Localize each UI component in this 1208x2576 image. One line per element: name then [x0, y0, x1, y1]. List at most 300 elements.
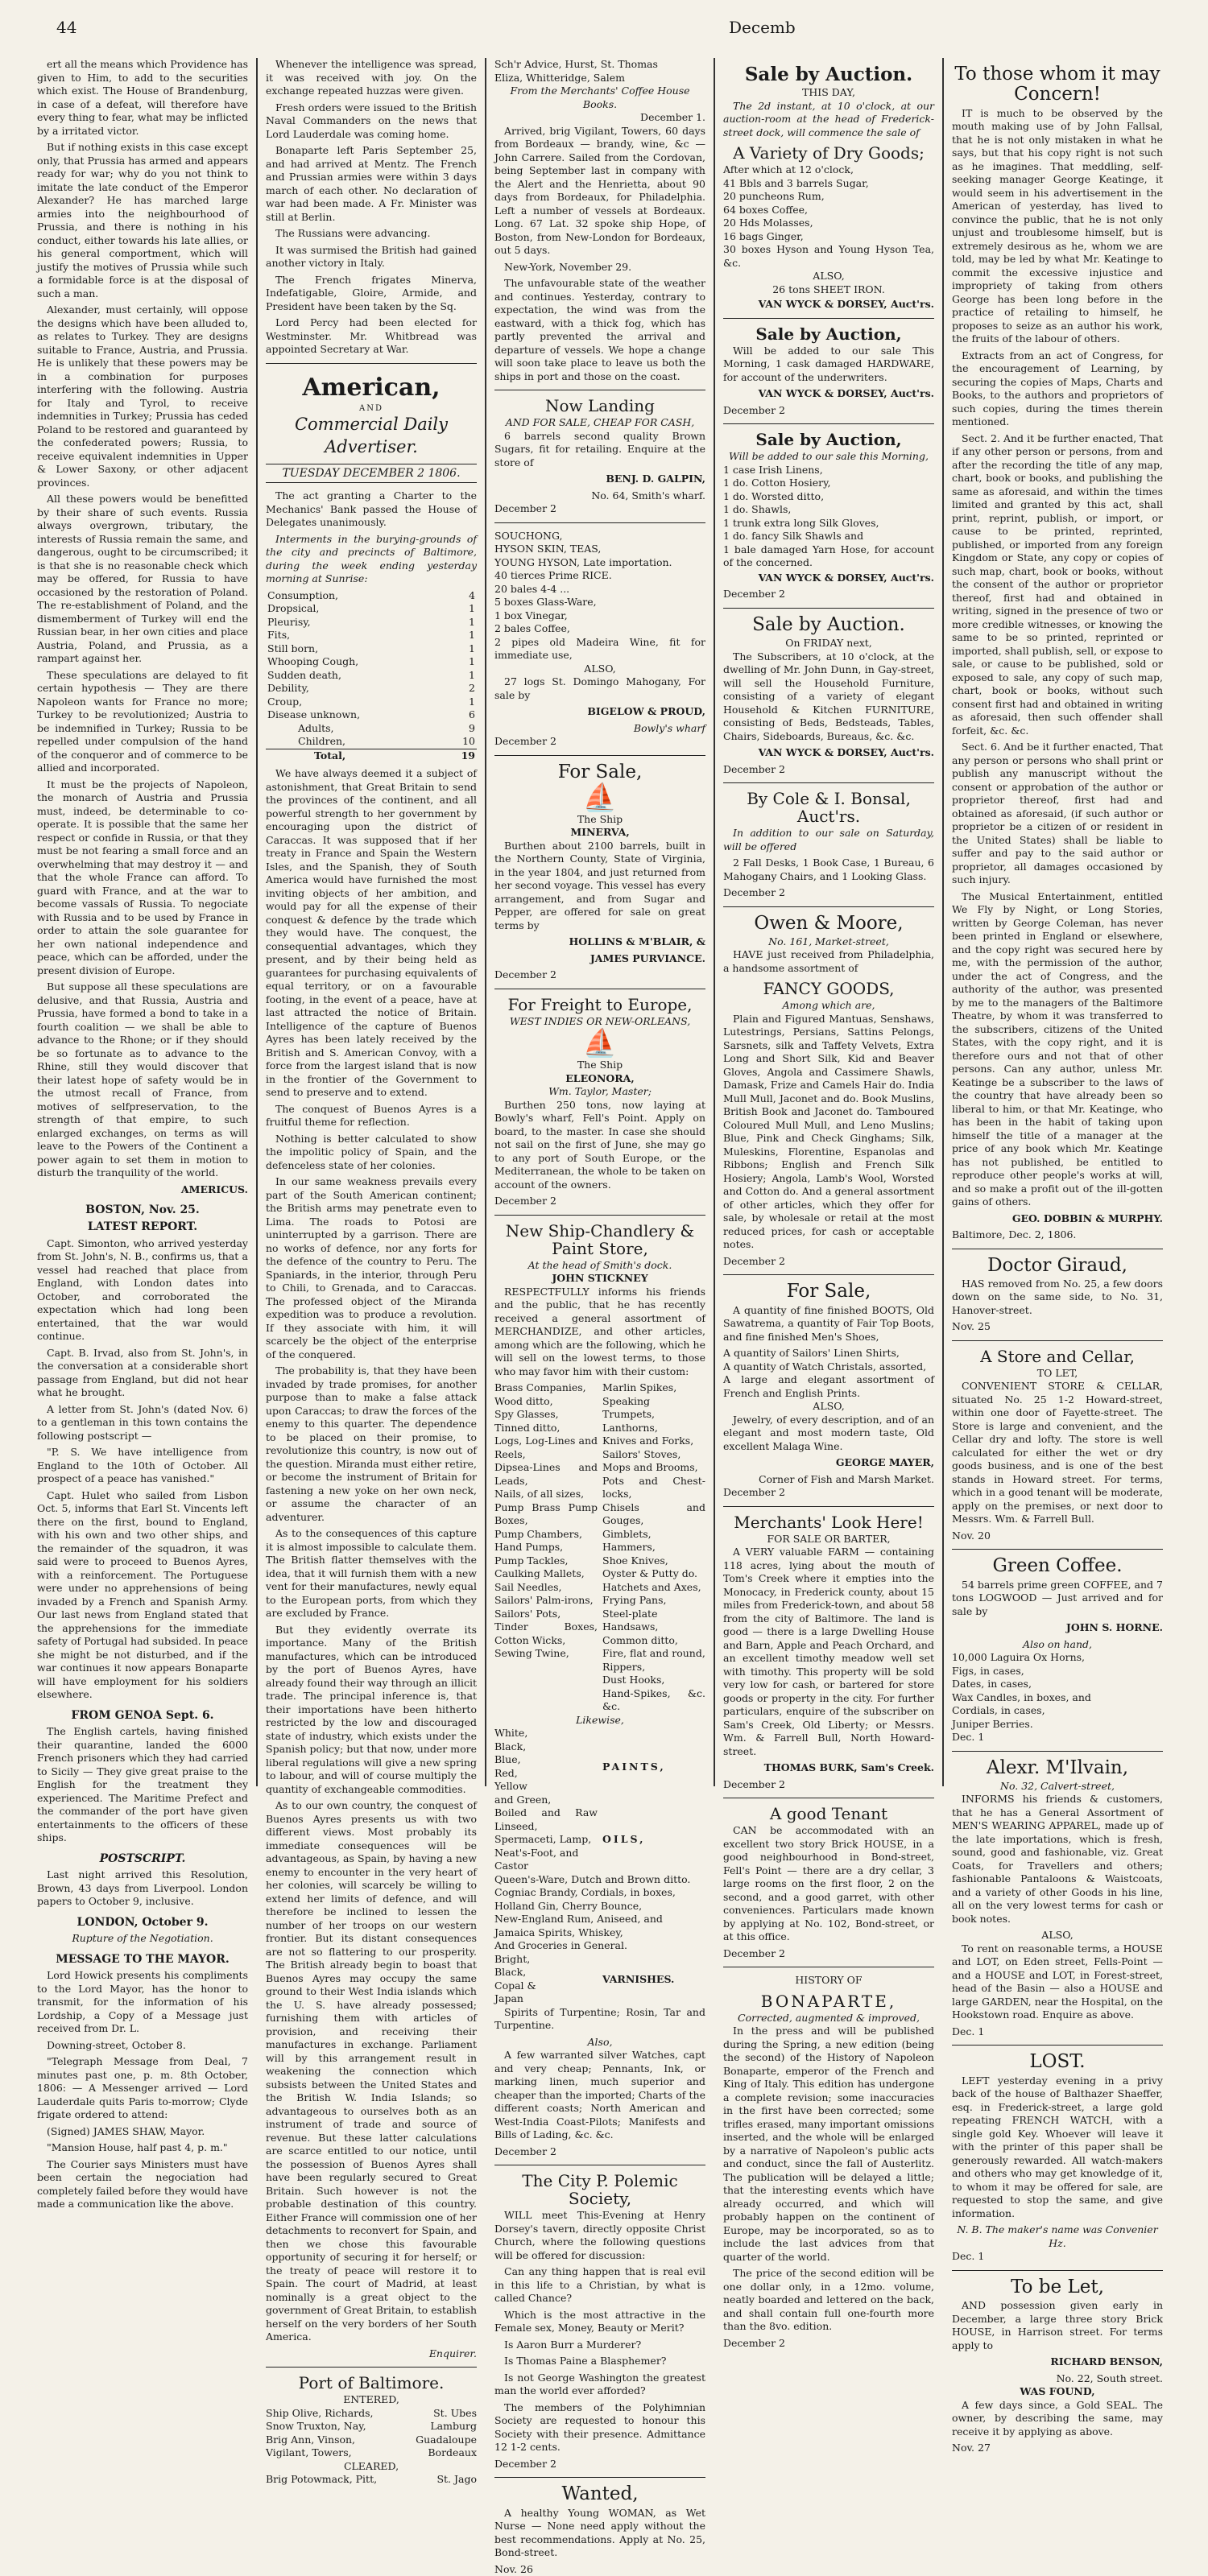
cause-label: Debility, [267, 682, 309, 695]
paragraph: Can any thing happen that is real evil in this life to a Christian, by what is called Chance? [494, 2265, 705, 2305]
owen-heading: Owen & Moore, [754, 912, 904, 934]
oils-label: OILS, [602, 1833, 646, 1846]
list-line: 2 pipes old Madeira Wine, fit for immediate use, [494, 635, 705, 661]
list-line: Frying Pans, [602, 1594, 667, 1607]
list-line: Wax Candles, in boxes, and [952, 1690, 1091, 1703]
cause-label: Dropsical, [267, 602, 320, 615]
masthead-subtitle: Commercial Daily Advertiser. [294, 415, 449, 456]
list-line: Spermaceti, Lamp, [494, 1833, 592, 1846]
interments-table [266, 589, 477, 763]
interment-row [266, 708, 477, 722]
paragraph: All these powers would be benefitted by their share of such events. Russia always overgrown, tributary, the interests of Russia remain the same, and dangerous, ought to be circumscribed; it is that she is no reasonable check which may be offered, for Russia to have occasioned by the restoration of Poland. The re-establishment of Poland, and the dismemberment of Turkey will end the Russian bear, in her own cities and place Austria, Poland, and Prussia, as a rampart against her. [37, 493, 248, 664]
list-line: Cordials, in cases, [952, 1704, 1045, 1717]
teas-list [494, 530, 705, 663]
merchants-heading: Merchants' Look Here! [734, 1512, 924, 1532]
boston-heading: BOSTON, Nov. 25. [85, 1203, 200, 1216]
paragraph: Bonaparte left Paris September 25, and had arrived at Mentz. The French and Prussian armies were within 3 days march of each other. No declaration of war had been made. A Fr. Minister was still at Berlin. [266, 144, 477, 223]
paragraph: Fresh orders were issued to the British Naval Commanders on the news that Lord Lauderdale was coming home. [266, 101, 477, 140]
tenant-heading: A good Tenant [769, 1804, 888, 1824]
wanted-heading: Wanted, [561, 2483, 639, 2505]
chandlery-heading: New Ship-Chandlery & Paint Store, [505, 1220, 695, 1258]
list-line: A large and elegant assortment of French and English Prints. [723, 1373, 934, 1399]
list-line: Queen's-Ware, Dutch and Brown ditto. [494, 1872, 691, 1885]
wanted-date: Nov. 26 [494, 2562, 533, 2575]
auction2-heading: Sale by Auction, [755, 324, 902, 344]
tenant-body: CAN be accommodated with an excellent two story Brick HOUSE, in a good neighbourhood in Bond-street, Fell's Point — there are a dry cellar, 3 large rooms on the first floor, 2 on the second, and a good garret, with other conveniences. Particulars made known by applying at No. 102, Bond-street, or at this office. [723, 1824, 934, 1943]
history-date: December 2 [723, 2336, 785, 2349]
list-line: Fire, flat and round, [602, 1647, 705, 1660]
paragraph: Whenever the intelligence was spread, it was received with joy. On the exchange repeated huzzas were given. [266, 58, 477, 97]
list-line: Pots and Chest-locks, [602, 1474, 705, 1501]
freight-body: Burthen 250 tons, now laying at Bowly's wharf, Fell's Point. Apply on board, to the master. In case she should not sail on the first of June, she may go to any port of South Europe, or the Mediterranean, the whole to be taken on account of the owners. [494, 1098, 705, 1191]
column-5 [942, 58, 1171, 2454]
masthead [266, 372, 477, 459]
chandlery-items [494, 1381, 705, 1714]
paragraph: But they evidently overrate its importance. Many of the British manufactures, which can be introduced by the port of Buenos Ayres, have already found their way through an illicit trade. The principal inference is, that their importations have been hitherto restricted by the low and discouraged state of industry, which exists under the Spanish policy; but that now, under more liberal regulations will give a new spring to labour, and will of course multiply the quantity of exchangeable commodities. [266, 1623, 477, 1795]
cause-count: 1 [469, 695, 475, 708]
auction4-sig: VAN WYCK & DORSEY, Auct'rs. [758, 746, 934, 759]
chandlery-also: Also, [587, 2035, 613, 2048]
mcilvain-date: Dec. 1 [952, 2025, 985, 2037]
now-landing-date: December 2 [494, 502, 556, 514]
buenos-ayres-article [266, 767, 477, 2344]
freight-master: Wm. Taylor, Master; [548, 1085, 652, 1098]
auction1-sub: THIS DAY, [802, 86, 855, 99]
list-line: 1 bale damaged Yarn Hose, for account of the concerned. [723, 543, 934, 569]
found-body: A few days since, a Gold SEAL. The owner, by describing the same, may receive it by applying as above. [952, 2398, 1163, 2438]
auction1-items [723, 163, 934, 270]
list-line: 1 do. Shawls, [723, 503, 792, 516]
vessel-port: St. Jago [436, 2473, 477, 2486]
list-line: Figs, in cases, [952, 1664, 1024, 1677]
paragraph: It was surmised the British had gained another victory in Italy. [266, 243, 477, 269]
americus-signature: AMERICUS. [180, 1183, 248, 1195]
for-sale-body: Burthen about 2100 barrels, built in the Northern County, State of Virginia, in the year 1804, and just returned from her second voyage. This vessel has every arrangement, and from Sugar and Pepper, are offered for sale on great terms by [494, 839, 705, 931]
coffee-sig: JOHN S. HORNE. [1065, 1621, 1163, 1634]
history-heading: HISTORY OF [795, 1974, 863, 1987]
dateline: TUESDAY DECEMBER 2 1806. [266, 464, 477, 483]
message-paras [37, 1969, 248, 2211]
entered-label: ENTERED, [343, 2393, 399, 2406]
coffee-heading: Green Coffee. [992, 1555, 1123, 1577]
paragraph: Sect. 2. And it be further enacted, That if any other person or persons, from and after the recording the title of any map, chart, book or books, and publishing the same as aforesaid, and within the times limited and granted by this act, shall print, reprint, publish, or import, or cause to be printed, reprinted, published, or imported from any foreign Kingdom or State, any copy or copies of such map, chart, book or books, without the consent of the author or proprietor thereof, first had and obtained in writing, signed in the presence of two or more credible witnesses, or knowing the same to be so printed, reprinted or imported, shall publish, sell, or expose to sale, or cause to be published, sold or exposed to sale, any copy of such map, chart, book or books, without such consent first had and obtained in writing as aforesaid, then such offender shall forfeit, &c. &c. [952, 431, 1163, 737]
coffee-house-date: December 1. [640, 111, 705, 123]
for-sale-sig1: HOLLINS & M'BLAIR, & [569, 935, 705, 948]
paragraph: But suppose all these speculations are delusive, and that Russia, Austria and Prussia, have formed a bond to take in a fourth coalition — we shall be able to advance to the Rhone; or if they should be so fortunate as to advance to the Rhine, still they would discover that their latest hope of safety would be in the utmost recall of France, from motives of selfpreservation, to the strength of that empire, to such enlarged exchanges, on terms as will leave to the Powers of the Continent a power again to set them in motion to disturb the tranquility of the world. [37, 980, 248, 1179]
owen-address: No. 161, Market-street, [768, 935, 889, 947]
paragraph: Capt. B. Irvad, also from St. John's, in the conversation at a considerable short passage from England, but did not hear what he brought. [37, 1346, 248, 1399]
concern-sig: GEO. DOBBIN & MURPHY. [1011, 1212, 1163, 1224]
spirits-list [494, 1873, 705, 1953]
chandlery-location: At the head of Smith's dock. [527, 1258, 672, 1271]
column-1 [37, 58, 256, 2211]
latest-report-heading: LATEST REPORT. [87, 1220, 198, 1234]
cause-count: 1 [469, 615, 475, 628]
coffee-body: 54 barrels prime green COFFEE, and 7 tons LOGWOOD — Just arrived and for sale by [952, 1578, 1163, 1617]
freight-ship-label: The Ship [577, 1059, 623, 1071]
list-line: Tinned ditto, [494, 1421, 561, 1434]
interment-row [266, 682, 477, 696]
bonsal-date: December 2 [723, 886, 785, 899]
paragraph: The English cartels, having finished their quarantine, landed the 6000 French prisoners which they had carried to Sicily — They give great praise to the English for the treatment they experienced. The Maritime Prefect and the commander of the port have given entertainments to the officers of these ships. [37, 1725, 248, 1844]
ship-icon: ⛵ [582, 1027, 618, 1060]
vessel-name: Snow Truxton, Nay, [266, 2420, 366, 2433]
auction3-sig: VAN WYCK & DORSEY, Auct'rs. [758, 571, 934, 584]
owen-title: FANCY GOODS, [763, 979, 895, 999]
coffee-house-paras [494, 125, 705, 384]
page-corner-number: 44 [56, 18, 77, 37]
coffee-also: Also on hand, [1022, 1637, 1093, 1650]
list-line: and Green, [494, 1793, 552, 1806]
list-line: Black, [494, 1966, 527, 1979]
col1-paras [37, 58, 248, 1180]
list-line: Lanthorns, [602, 1421, 658, 1434]
children-row: Children, 10 [298, 735, 475, 748]
chandlery-owner: JOHN STICKNEY [552, 1272, 648, 1285]
giraud-body: HAS removed from No. 25, a few doors down on the same side, to No. 31, Hanover-street. [952, 1277, 1163, 1316]
list-line: A quantity of Watch Christals, assorted, [723, 1360, 927, 1373]
list-line: 20 Hds Molasses, [723, 217, 813, 229]
list-line: Rippers, [602, 1660, 646, 1673]
interments-rows [266, 589, 477, 722]
to-let-heading: To be Let, [1011, 2276, 1104, 2297]
freight-ship-name: ELEONORA, [565, 1071, 635, 1084]
cause-count: 1 [469, 655, 475, 668]
list-line: Holland Gin, Cherry Bounce, [494, 1899, 643, 1912]
vessel-port: Lamburg [430, 2420, 477, 2433]
coffee-house-heading: From the Merchants' Coffee House Books. [510, 85, 690, 110]
list-line: Knives and Forks, [602, 1435, 694, 1447]
cause-count: 6 [469, 708, 475, 721]
paragraph: Is Aaron Burr a Murderer? [504, 2338, 642, 2351]
interment-row [266, 669, 477, 683]
genoa-heading: FROM GENOA Sept. 6. [71, 1708, 214, 1722]
paragraph: The Russians were advancing. [275, 227, 431, 239]
list-line: Japan [494, 1992, 523, 2005]
history-body: In the press and will be published during the Spring, a new edition (being the second) of the History of Napoleon Bonaparte, emperor of the French and King of Italy. This edition has undergone a complete revision; some inaccuracies in the first have been corrected; some trifles erased, many important omissions inserted, and the whole will be enlarged by a narrative of Napoleon's public acts and conduct, since the fall of Austerlitz. The publication will be delayed a little; that the interesting events which have already occurred, and which will probably happen on the continent of Europe, may be incorporated, so as to include the last advices from that quarter of the world. [723, 2025, 934, 2263]
postscript-heading: POSTSCRIPT. [99, 1852, 186, 1865]
paragraph: The French frigates Minerva, Indefatigable, Gloire, Armide, and President have been taken by the Sq. [266, 273, 477, 312]
list-line: 10,000 Laguira Ox Horns, [952, 1651, 1086, 1664]
teas-addr: Bowly's wharf [633, 721, 705, 734]
paragraph: The conquest of Buenos Ayres is a fruitful theme for reflection. [266, 1102, 477, 1129]
cellar-heading: A Store and Cellar, [980, 1346, 1135, 1366]
list-line: Neat's-Foot, and [494, 1846, 579, 1859]
list-line: Sch'r Advice, Hurst, St. Thomas [494, 58, 658, 70]
varnish-block [494, 1953, 705, 2006]
to-let-sig: RICHARD BENSON, [1050, 2355, 1163, 2368]
freight-date: December 2 [494, 1195, 556, 1208]
bonsal-body: In addition to our sale on Saturday, will be offered [723, 827, 934, 852]
list-line: Jamaica Spirits, Whiskey, [494, 1926, 623, 1938]
paragraph: Lord Percy had been elected for Westminster. Mr. Whitbread was appointed Secretary at War. [266, 316, 477, 355]
message-heading: MESSAGE TO THE MAYOR. [56, 1952, 230, 1966]
auction3-heading: Sale by Auction, [755, 430, 902, 450]
paragraph: Is not George Washington the greatest man the world ever afforded? [494, 2371, 705, 2397]
vessel-name: Brig Potowmack, Pitt, [266, 2473, 378, 2486]
owen-among: Among which are, [782, 999, 875, 1012]
boots-addr: Corner of Fish and Marsh Market. [758, 1472, 934, 1485]
list-line: Logs, Log-Lines and Reels, [494, 1435, 598, 1460]
list-line: Black, [494, 1740, 527, 1752]
cellar-sub: TO LET, [1036, 1366, 1078, 1379]
list-line: Sewing Twine, [494, 1647, 569, 1660]
list-line: New-England Rum, Aniseed, and [494, 1913, 663, 1926]
now-landing-addr: No. 64, Smith's wharf. [591, 489, 705, 502]
freight-sub: WEST INDIES OR NEW-ORLEANS, [509, 1014, 691, 1027]
paragraph: The probability is, that they have been invaded by trade promises, for another purpose than to make a false attack upon Caraccas; to draw the forces of the enemy to this quarter. The dependence to be placed on their promise, to revolutionize this country, is now out of the question. Miranda must either retire, or become the instrument of Britain for fastening a new yoke on her own neck, or assume the character of an adventurer. [266, 1364, 477, 1523]
list-line: Brass Companies, [494, 1381, 586, 1394]
tenant-date: December 2 [723, 1946, 785, 1959]
boots-heading: For Sale, [786, 1281, 871, 1302]
cause-count: 2 [469, 682, 475, 695]
now-landing-body: 6 barrels second quality Brown Sugars, fit for retailing. Enquire at the store of [494, 429, 705, 469]
list-line: Blue, [494, 1753, 521, 1766]
auction2-date: December 2 [723, 403, 785, 416]
owen-list: Plain and Figured Mantuas, Senshaws, Lutestrings, Persians, Sattins Pelongs, Sarsnets, silk and Taffety Velvets, Extra Long and Short Silk, Kid and Beaver Gloves, Angola and Cassimere Shawls, Damask, Frize and Camels Hair do. India Mull Mull, Jaconet and do. Book Muslins, British Book and Jaconet do. Tamboured Coloured Mull Mull, and Leno Muslins; Blue, Pink and Check Ginghams; Silk, Muleskins, Florentine, Espanolas and Ribbons; English and French Silk Hosiery; Angola, Lamb's Wool, Worsted and Cotton do. And a general assortment of other articles, which they offer for sale, by wholesale or retail at the most reduced prices, for cash or acceptable notes. [723, 1012, 934, 1251]
list-line: SOUCHONG, [494, 529, 563, 542]
list-line: Spy Glasses, [494, 1408, 559, 1421]
paragraph: Arrived, brig Vigilant, Towers, 60 days from Bordeaux — brandy, wine, &c — John Carrere. Sailed from the Cordovan, being September last in company with the Alert and the Henrietta, about 90 days from Bordeaux, for Philadelphia. Left a number of vessels at Bordeaux. Long. 67 Lat. 32 spoke ship Hope, of Boston, from New-London for Bordeaux, out 5 days. [494, 124, 705, 256]
interments-intro: Interments in the burying-grounds of the city and precincts of Baltimore, during the week ending yesterday morning at Sunrise: [266, 532, 477, 585]
list-line: 5 boxes Glass-Ware, [494, 596, 597, 608]
column-4 [714, 58, 942, 2349]
for-sale-date: December 2 [494, 968, 556, 981]
owen-date: December 2 [723, 1254, 785, 1267]
now-landing-heading: Now Landing [545, 396, 655, 415]
list-line: 41 Bbls and 3 barrels Sugar, [723, 176, 869, 189]
mcilvain-also: ALSO, [1041, 1929, 1074, 1942]
paragraph: Capt. Hulet who sailed from Lisbon Oct. 5, informs that Earl St. Vincents left there on the first, bound to England, with his own and two other ships, and the remainder of the squadron, it was said were to proceed to Buenos Ayres, with a reinforcement. The Portuguese were under no apprehensions of being invaded by a French and Spanish Army. Our last news from England stated that the apprehensions for the immediate safety of Portugal had subsided. In peace she might be not disturbed, and if the war continues it now appears Bonaparte will have employment for his soldiers elsewhere. [37, 1488, 248, 1701]
for-sale-ship-name: MINERVA, [570, 826, 630, 839]
chandlery-left [494, 1381, 598, 1714]
chandlery-date: December 2 [494, 2145, 556, 2157]
polemic-date: December 2 [494, 2457, 556, 2470]
entered-list [266, 2407, 477, 2460]
for-sale-sig2: JAMES PURVIANCE. [590, 952, 705, 964]
cellar-body: CONVENIENT STORE & CELLAR, situated No. 25 1-2 Howard-street, within one door of Fayette-street. The Store is large and convenient, and the Cellar dry and lofty. The store is well calculated for either the wet or dry goods business, and is one of the best stands in Howard street. For terms, which in a good tenant will be moderate, apply on the premises, or next door to Messrs. Wm. & Farrell Bull. [952, 1380, 1163, 1525]
to-let-addr: No. 22, South street. [1056, 2372, 1163, 2384]
interment-row [266, 589, 477, 603]
list-line: Chisels and Gouges, [602, 1501, 705, 1527]
list-line: Pump Tackles, [494, 1554, 569, 1567]
lost-date: Dec. 1 [952, 2250, 985, 2263]
list-line: HYSON SKIN, TEAS, [494, 543, 602, 555]
vessel-name: Brig Ann, Vinson, [266, 2433, 356, 2446]
paragraph: IT is much to be observed by the mouth making use of by John Fallsal, that he is not only mistaken in what he says, but that his copy right is not such as he imagines. That meddling, self-seeking manager George Keatinge, it would seem in his advertisement in the American of yesterday, has lived to convince the public, that he is not only unjust and troublesome himself, but is extremely desirous as he, whom we are told, may be led by what Mr. Keatinge to commit the excessive injustice and impropriety of taking from others George has been long before in the practice of retailing to himself, he proposes to seize as an author his work, the fruits of the labour of others. [952, 106, 1163, 345]
merchants-date: December 2 [723, 1777, 785, 1790]
paragraph: "Telegraph Message from Deal, 7 minutes past one, p. m. 8th October, 1806: — A Messenger arrived — Lord Lauderdale quits Paris to-morrow; Clyde frigate ordered to attend: [37, 2055, 248, 2121]
mcilvain-address: No. 32, Calvert-street, [1000, 1779, 1115, 1792]
auction1-heading: Sale by Auction. [744, 64, 913, 85]
paragraph: The Courier says Ministers must have been certain the negociation had completely failed before they would have made a communication like the above. [37, 2157, 248, 2211]
list-line: Dust Hooks, [602, 1674, 665, 1686]
auction2-body: Will be added to our sale This Morning, 1 cask damaged HARDWARE, for account of the underwriters. [723, 344, 934, 383]
postscript-paras [37, 1868, 248, 1909]
vessel-row [266, 2434, 477, 2447]
for-sale-ship-label: The Ship [577, 812, 623, 825]
rupture-heading: Rupture of the Negotiation. [72, 1932, 213, 1945]
enquirer-signature: Enquirer. [428, 2347, 477, 2359]
polemic-heading: The City P. Polemic Society, [522, 2171, 678, 2209]
cause-label: Consumption, [267, 588, 339, 601]
vessel-row [266, 2407, 477, 2421]
genoa-paras [37, 1725, 248, 1845]
adults-row: Adults, 9 [298, 721, 475, 734]
cause-count: 4 [469, 588, 475, 601]
paragraph: Alexander, must certainly, will oppose the designs which have been alluded to, as relates to Turkey. They are designs suitable to France, Austria, and Prussia. He is unlikely that these powers may be in a combination for purposes interfering with the following. Austria for Italy and Tyrol, to receive indemnities in Turkey; Prussia has ceded Poland to be restored and guaranteed by the confederated powers; Russia, to receive equivalent indemnities in Upper & Lower Saxony, or other adjacent provinces. [37, 303, 248, 489]
page-corner-note: Decemb [729, 18, 796, 37]
columns [37, 58, 1171, 2575]
mcilvain-body: INFORMS his friends & customers, that he has a General Assortment of MEN'S WEARING APPAREL, made up of the late importations, which is fresh, sound, good and fashionable, viz. Great Coats, for Travellers and others; fashionable Pantaloons & Waistcoats, and a variety of other Goods in his line, all on the very lowest terms for cash or book notes. [952, 1793, 1163, 1925]
auction4-heading: Sale by Auction. [752, 613, 905, 635]
boots-more: Jewelry, of every description, and of an elegant and most modern taste, Old excellent Malaga Wine. [723, 1413, 934, 1452]
paragraph: But if nothing exists in this case except only, that Prussia has armed and appears ready for war; why do you not think to imitate the late conduct of the Emperor Alexander? He has marched large armies into the neighbourhood of Prussia, and there is nothing in his conduct, either towards his late allies, or his general comportment, which will justify the motives of Prussia while such a formidable force is at the disposal of such a man. [37, 141, 248, 299]
to-let-body: AND possession given early in December, a large three story Brick HOUSE, in Harrison street. For terms apply to [952, 2299, 1163, 2351]
watches-body: A few warranted silver Watches, capt and very cheap; Pennants, Ink, or marking linen, much superior and cheaper than the imported; Charts of the different coasts; North American and West-India Coast-Pilots; Manifests and Bills of Lading, &c. &c. [494, 2049, 705, 2141]
boots-also: ALSO, [813, 1400, 845, 1413]
paragraph: Which is the most attractive in the Female sex, Money, Beauty or Merit? [494, 2308, 705, 2334]
list-line: Boiled and Raw Linseed, [494, 1806, 598, 1832]
cleared-list [266, 2473, 477, 2487]
mcilvain-rent: To rent on reasonable terms, a HOUSE and LOT, on Eden street, Fells-Point — and a HOUSE and LOT, in Forest-street, head of the Basin — also a HOUSE and large GARDEN, near the Hospital, on the Hookstown road. Enquire as above. [952, 1942, 1163, 2021]
list-line: Red, [494, 1766, 518, 1779]
concern-paras [952, 107, 1163, 1209]
lost-note: N. B. The maker's name was Convenier Hz. [957, 2223, 1158, 2249]
list-line: 64 boxes Coffee, [723, 203, 808, 216]
list-line: Dipsea-Lines and Leads, [494, 1461, 598, 1487]
list-line: 20 puncheons Rum, [723, 190, 825, 203]
list-line: Caulking Mallets, [494, 1567, 585, 1580]
vessel-port: Guadaloupe [416, 2433, 477, 2446]
list-line: And Groceries in General. [494, 1939, 627, 1952]
list-line: Sailors' Palm-irons, [494, 1594, 594, 1607]
list-line: 2 bales Coffee, [494, 622, 570, 634]
auction3-date: December 2 [723, 588, 785, 601]
auction1-iron: 26 tons SHEET IRON. [772, 283, 885, 295]
paragraph: Lord Howick presents his compliments to the Lord Mayor, has the honor to transmit, for the information of his Lordship, a Copy of a Message just received from Dr. L. [37, 1969, 248, 2035]
teas-body: 27 logs St. Domingo Mahogany, For sale by [494, 675, 705, 701]
cause-label: Still born, [267, 642, 319, 654]
paragraph: (Signed) JAMES SHAW, Mayor. [47, 2124, 205, 2137]
total-row: Total, 19 [266, 749, 477, 762]
col3-top-lines [494, 58, 705, 85]
paragraph: Is Thomas Paine a Blasphemer? [504, 2355, 667, 2368]
list-line: 1 case Irish Linens, [723, 463, 823, 476]
list-line: 40 tierces Prime RICE. [494, 569, 612, 581]
paragraph: A letter from St. John's (dated Nov. 6) to a gentleman in this town contains the following postscript — [37, 1402, 248, 1442]
port-heading: Port of Baltimore. [298, 2373, 445, 2393]
list-line: Dates, in cases, [952, 1678, 1032, 1690]
list-line: 1 do. fancy Silk Shawls and [723, 530, 864, 543]
bonsal-heading: By Cole & I. Bonsal, Auct'rs. [747, 789, 911, 827]
vessel-name: Vigilant, Towers, [266, 2446, 352, 2459]
oils-list [494, 1806, 598, 1873]
mcilvain-heading: Alexr. M'Ilvain, [986, 1757, 1129, 1778]
paragraph: The Musical Entertainment, entitled We Fly by Night, or Long Stories, written by George Coleman, has never been printed in England or elsewhere, and the copy right was secured here by me, with the permission of the author, under the act of Congress, and the authority of the author, was presented by me to the managers of the Baltimore Theatre, by whom it was transferred to the subscribers, citizens of the United States, with the copy right, and it is therefore ours and not that of other persons. Can any author, unless Mr. Keatinge be a subscriber to the laws of the country that have already been so liberal to him, or that Mr. Keatinge, who has been in the habit of taking upon himself the title of a manager at the price of any book which Mr. Keatinge has not published, be entitled to reproduce other people's works at will, and so make a profit out of the ill-gotten gains of others. [952, 890, 1163, 1208]
list-line: Speaking Trumpets, [602, 1394, 656, 1421]
varnish-list [494, 1953, 598, 2006]
freight-heading: For Freight to Europe, [507, 994, 693, 1014]
boots-body: A quantity of fine finished BOOTS, Old Sawatrema, a quantity of Fair Top Boots, and fine finished Men's Shoes, [723, 1303, 934, 1343]
vessel-row [266, 2473, 477, 2487]
bonsal-items: 2 Fall Desks, 1 Book Case, 1 Bureau, 6 Mahogany Chairs, and 1 Looking Glass. [723, 857, 934, 882]
chandlery-body: RESPECTFULLY informs his friends and the public, that he has recently received a general assortment of MERCHANDIZE, and other articles, among which are the following, which he will sell on the lowest terms, to those who may favor him with their custom: [494, 1285, 705, 1377]
ship-icon: ⛵ [582, 781, 618, 814]
list-line: Sailors' Pots, [494, 1607, 561, 1620]
paragraph: Capt. Simonton, who arrived yesterday from St. John's, N. B., confirms us, that a vessel had reached that place from England, with London dates into October, and corroborated the expectation which had long been entertained, that the war would continue. [37, 1236, 248, 1343]
paragraph: Last night arrived this Resolution, Brown, 43 days from Liverpool. London papers to October 9, inclusive. [37, 1868, 248, 1908]
polemic-questions [494, 2265, 705, 2398]
paragraph: We have always deemed it a subject of astonishment, that Great Britain to send the provinces of the continent, and all powerful strength to her government by encouraging upon the district of Caraccas. It was supposed that if her treaty in France and Spain the Western Isles, and the Spanish, they of South America would have furnished the most inviting objects of her ambition, and would pay for all the expense of their conquest & defence by the trade which they would have. The conquest, the consequential advantages, which they present, and by their being held as guarantees for purchasing equivalents of equal territory, or on a favourable footing, in the event of a peace, have at last attracted the notice of Britain. Intelligence of the capture of Buenos Ayres has been lately received by the British and S. American Convoy, with a force from the largest island that is now in the frontier of the Government to send to preserve and to extend. [266, 767, 477, 1099]
cause-count: 1 [469, 642, 475, 654]
boots-date: December 2 [723, 1486, 785, 1499]
list-line: 30 boxes Hyson and Young Hyson Tea, &c. [723, 243, 934, 269]
list-line: Hand-Spikes, &c. &c. [602, 1686, 705, 1713]
paragraph: Downing-street, October 8. [47, 2038, 186, 2051]
paragraph: As to our own country, the conquest of Buenos Ayres presents us with two different views. Most probably its immediate consequences will be advantageous, as Spain, by having a new enemy to encounter in the very heart of her colonies, will scarcely be willing to extend her limits of defence, and will therefore be inclined to lessen the number of her troops on our western frontier. But its distant consequences are not so flattering to our prosperity. The British already begin to boast that Buenos Ayres may occupy the same ground to their West India islands which the U. S. have already possessed; furnishing them with articles of provision, and receiving their manufactures in exchange. Parliament will by this arrangement result in weakening the connection which subsists between the United States and the British W. India Islands; so advantageous to ourselves both as an instrument of trade and source of revenue. But these latter calculations are scarce entitled to our notice, until the possession of Buenos Ayres shall have been regularly secured to Great Britain. Such however is not the probable destination of this country. Either France will commission one of her detachments to reconvert for Spain, and then we chose this favourable opportunity of securing it for herself; or the treaty of peace will restore it to Spain. The court of Madrid, at least nominally is a great object to the government of Great Britain, to establish herself on the very borders of her South America. [266, 1799, 477, 2343]
cellar-date: Nov. 20 [952, 1529, 991, 1542]
list-line: 20 bales 4-4 ... [494, 582, 570, 595]
cause-label: Sudden death, [267, 668, 341, 681]
boston-paras [37, 1237, 248, 1702]
teas-also: ALSO, [584, 662, 616, 675]
turpentine-line: Spirits of Turpentine; Rosin, Tar and Turpentine. [494, 2005, 705, 2032]
paints-label: PAINTS, [602, 1760, 666, 1773]
cause-label: Fits, [267, 629, 291, 642]
cause-count: 1 [469, 668, 475, 681]
list-line: After which at 12 o'clock, [723, 163, 854, 176]
interment-row [266, 696, 477, 709]
list-line: Eliza, Whitteridge, Salem [494, 71, 626, 84]
auction4-body: The Subscribers, at 10 o'clock, at the dwelling of Mr. John Dunn, in Gay-street, will sell the Household Furniture, consisting of a variety of elegant Household & Kitchen FURNITURE, consisting of Beds, Bedsteads, Tables, Chairs, Sideboards, Bureaus, &c. &c. [723, 650, 934, 742]
owen-body: HAVE just received from Philadelphia, a handsome assortment of [723, 948, 934, 974]
cause-count: 1 [469, 602, 475, 615]
auction3-items [723, 464, 934, 570]
merchants-sub: FOR SALE OR BARTER, [767, 1532, 891, 1545]
boots-sig: GEORGE MAYER, [835, 1456, 934, 1469]
coffee-date: Dec. 1 [952, 1731, 985, 1744]
list-line: Mops and Brooms, [602, 1461, 698, 1474]
list-line: Hand Pumps, [494, 1541, 564, 1554]
interment-row [266, 602, 477, 616]
history-name: BONAPARTE, [760, 1991, 897, 2011]
teas-date: December 2 [494, 735, 556, 747]
vessel-port: Bordeaux [428, 2446, 477, 2459]
list-line: Yellow [494, 1780, 527, 1793]
list-line: 1 do. Worsted ditto, [723, 489, 825, 502]
vessel-row [266, 2446, 477, 2460]
list-line: Marlin Spikes, [602, 1381, 677, 1394]
merchants-body: A VERY valuable FARM — containing 118 acres, lying about the mouth of Tom's Creek where it empties into the Monocacy, in Frederick county, about 15 miles from Frederick-town, and about 58 from the city of Baltimore. The land is good — there is a large Dwelling House and Barn, Apple and Peach Orchard, and an excellent timothy meadow well set with timothy. This property will be sold very low for cash, or bartered for store goods or property in the city. For further particulars, enquire of the subscriber on Sam's Creek, Old Liberty; or Messrs. Wm. & Farrell Bull, North Howard-street. [723, 1546, 934, 1757]
merchants-sig: THOMAS BURK, Sam's Creek. [763, 1761, 934, 1774]
masthead-title: American, [302, 373, 441, 402]
london-heading: LONDON, October 9. [77, 1915, 209, 1929]
paragraph: Extracts from an act of Congress, for the encouragement of Learning, by securing the copies of Maps, Charts and Books, to the authors and proprietors of such copies, during the times therein mentioned. [952, 349, 1163, 428]
paints-list [494, 1727, 598, 1806]
list-line: Shoe Knives, [602, 1554, 668, 1567]
found-date: Nov. 27 [952, 2442, 991, 2454]
coffee-items [952, 1651, 1163, 1731]
paragraph: It must be the projects of Napoleon, the monarch of Austria and Prussia must, indeed, be determinable to co-operate. It is possible that the same her respect or confide in Russia, or that they must be not fearing a small force and an overwhelming that may destroy it — and that the whole France can afford. To guard with France, and at the war to become vassals of Russia. To negociate with Russia and to be used by France in order to attain the sole guarantee for her own national independence and peace, which can be afforded, under the present division of Europe. [37, 778, 248, 976]
interment-row [266, 642, 477, 656]
now-landing-sig: BENJ. D. GALPIN, [606, 473, 705, 485]
cause-label: Disease unknown, [267, 708, 361, 721]
list-line: Sail Needles, [494, 1580, 562, 1593]
interment-row [266, 616, 477, 630]
varnish-label: VARNISHES. [602, 1972, 675, 1985]
teas-sig: BIGELOW & PROUD, [587, 705, 705, 717]
